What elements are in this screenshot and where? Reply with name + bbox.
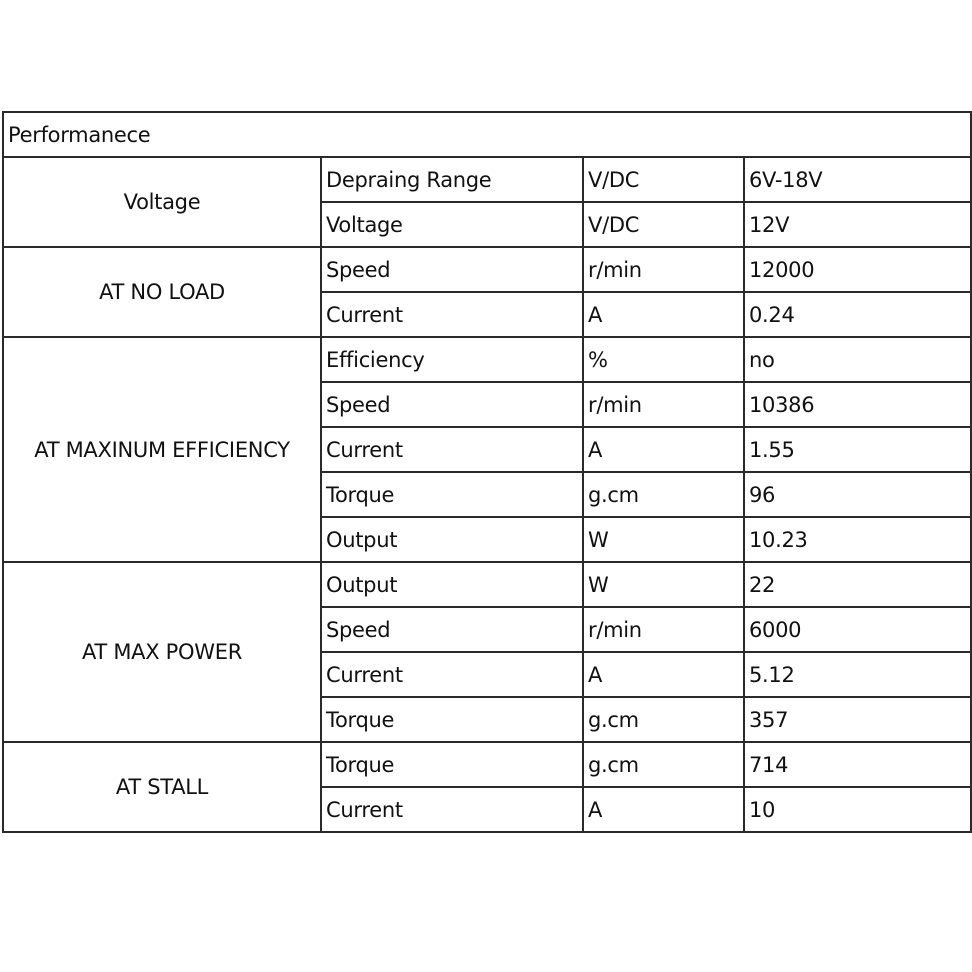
table-row xyxy=(3,562,971,607)
value-cell: 96 xyxy=(744,472,971,517)
param-cell: Current xyxy=(321,292,583,337)
value-cell: 12V xyxy=(744,202,971,247)
unit-cell: g.cm xyxy=(583,742,744,787)
value-cell: 10 xyxy=(744,787,971,832)
unit-cell: g.cm xyxy=(583,472,744,517)
value-cell: no xyxy=(744,337,971,382)
value-cell: 6V-18V xyxy=(744,157,971,202)
group-label: Voltage xyxy=(3,157,321,247)
group-label: AT MAX POWER xyxy=(3,562,321,742)
param-cell: Speed xyxy=(321,382,583,427)
unit-cell: A xyxy=(583,427,744,472)
unit-cell: A xyxy=(583,787,744,832)
group-label: AT NO LOAD xyxy=(3,247,321,337)
unit-cell: r/min xyxy=(583,382,744,427)
table-row xyxy=(3,337,971,382)
param-cell: Torque xyxy=(321,472,583,517)
param-cell: Current xyxy=(321,787,583,832)
value-cell: 10386 xyxy=(744,382,971,427)
performance-table xyxy=(2,111,972,833)
unit-cell: W xyxy=(583,517,744,562)
param-cell: Speed xyxy=(321,247,583,292)
table-row xyxy=(3,247,971,292)
unit-cell: r/min xyxy=(583,247,744,292)
value-cell: 12000 xyxy=(744,247,971,292)
param-cell: Torque xyxy=(321,742,583,787)
value-cell: 357 xyxy=(744,697,971,742)
unit-cell: W xyxy=(583,562,744,607)
param-cell: Depraing Range xyxy=(321,157,583,202)
param-cell: Torque xyxy=(321,697,583,742)
group-label: AT MAXINUM EFFICIENCY xyxy=(3,337,321,562)
table-row xyxy=(3,157,971,202)
unit-cell: % xyxy=(583,337,744,382)
value-cell: 1.55 xyxy=(744,427,971,472)
unit-cell: V/DC xyxy=(583,157,744,202)
unit-cell: A xyxy=(583,652,744,697)
value-cell: 6000 xyxy=(744,607,971,652)
value-cell: 714 xyxy=(744,742,971,787)
group-label: AT STALL xyxy=(3,742,321,832)
unit-cell: A xyxy=(583,292,744,337)
unit-cell: r/min xyxy=(583,607,744,652)
unit-cell: V/DC xyxy=(583,202,744,247)
table-title: Performanece xyxy=(3,112,971,157)
value-cell: 0.24 xyxy=(744,292,971,337)
param-cell: Output xyxy=(321,562,583,607)
param-cell: Voltage xyxy=(321,202,583,247)
param-cell: Efficiency xyxy=(321,337,583,382)
unit-cell: g.cm xyxy=(583,697,744,742)
table-row xyxy=(3,742,971,787)
param-cell: Speed xyxy=(321,607,583,652)
title-row xyxy=(3,112,971,157)
value-cell: 5.12 xyxy=(744,652,971,697)
param-cell: Output xyxy=(321,517,583,562)
param-cell: Current xyxy=(321,427,583,472)
value-cell: 22 xyxy=(744,562,971,607)
value-cell: 10.23 xyxy=(744,517,971,562)
param-cell: Current xyxy=(321,652,583,697)
